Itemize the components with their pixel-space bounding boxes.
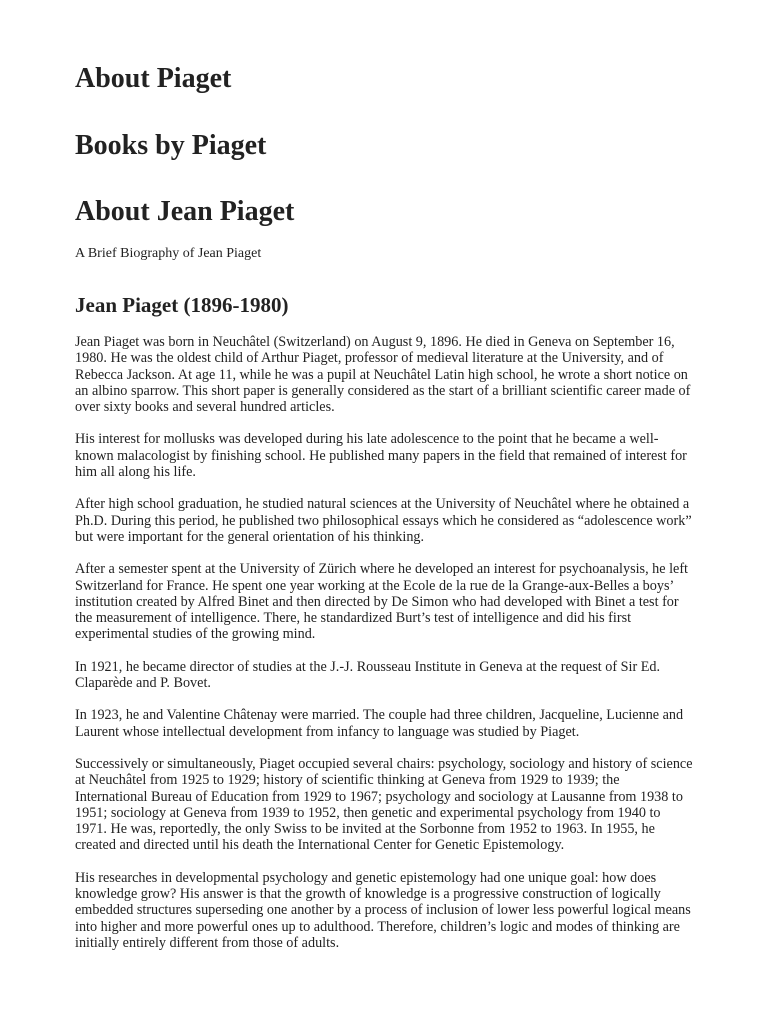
biography-body — [75, 334, 695, 967]
paragraph-1: Jean Piaget was born in Neuchâtel (Switzerland) on August 9, 1896. He died in Geneva on September 16, 1980. He was the oldest child of Arthur Piaget, professor of medieval literature at the University, and of Rebecca Jackson. At age 11, while he was a pupil at Neuchâtel Latin high school, he wrote a short notice on an albino sparrow. This short paper is generally considered as the start of a brilliant scientific career made of over sixty books and several hundred articles. — [75, 334, 691, 416]
paragraph-2: His interest for mollusks was developed during his late adolescence to the point that he became a well-known malacologist by finishing school. He published many papers in the field that remained of interest for him all along his life. — [75, 431, 687, 481]
heading-books-by-piaget: Books by Piaget — [75, 130, 267, 161]
section-title: Jean Piaget (1896-1980) — [75, 293, 289, 317]
subtitle: A Brief Biography of Jean Piaget — [75, 246, 262, 261]
paragraph-6: In 1923, he and Valentine Châtenay were married. The couple had three children, Jacqueline, Lucienne and Laurent whose intellectual development from infancy to language was studied by Piaget. — [75, 707, 684, 740]
heading-about-piaget: About Piaget — [75, 63, 232, 94]
paragraph-4: After a semester spent at the University of Zürich where he developed an interest for psychoanalysis, he left Switzerland for France. He spent one year working at the Ecole de la rue de la Grange-aux-Belles a boys’ institution created by Alfred Binet and then directed by De Simon who had developed with Binet a test for the measurement of intelligence. There, he standardized Burt’s test of intelligence and did his first experimental studies of the growing mind. — [75, 561, 688, 643]
paragraph-8: His researches in developmental psychology and genetic epistemology had one unique goal: how does knowledge grow? His answer is that the growth of knowledge is a progressive construction of logically embedded structures superseding one another by a process of inclusion of lower less powerful logical means into higher and more powerful ones up to adulthood. Therefore, children’s logic and modes of thinking are initially entirely different from those of adults. — [75, 869, 691, 951]
paragraph-7: Successively or simultaneously, Piaget occupied several chairs: psychology, sociology and history of science at Neuchâtel from 1925 to 1929; history of scientific thinking at Geneva from 1929 to 1939; the International Bureau of Education from 1929 to 1967; psychology and sociology at Lausanne from 1938 to 1951; sociology at Geneva from 1939 to 1952, then genetic and experimental psychology from 1940 to 1971. He was, reportedly, the only Swiss to be invited at the Sorbonne from 1952 to 1963. In 1955, he created and directed until his death the International Center for Genetic Epistemology. — [75, 755, 693, 854]
paragraph-3: After high school graduation, he studied natural sciences at the University of Neuchâtel where he obtained a Ph.D. During this period, he published two philosophical essays which he considered as “adolescence work” but were important for the general orientation of his thinking. — [75, 496, 692, 545]
paragraph-5: In 1921, he became director of studies at the J.-J. Rousseau Institute in Geneva at the request of Sir Ed. Claparède and P. Bovet. — [75, 658, 661, 692]
heading-about-jean-piaget: About Jean Piaget — [75, 196, 295, 227]
